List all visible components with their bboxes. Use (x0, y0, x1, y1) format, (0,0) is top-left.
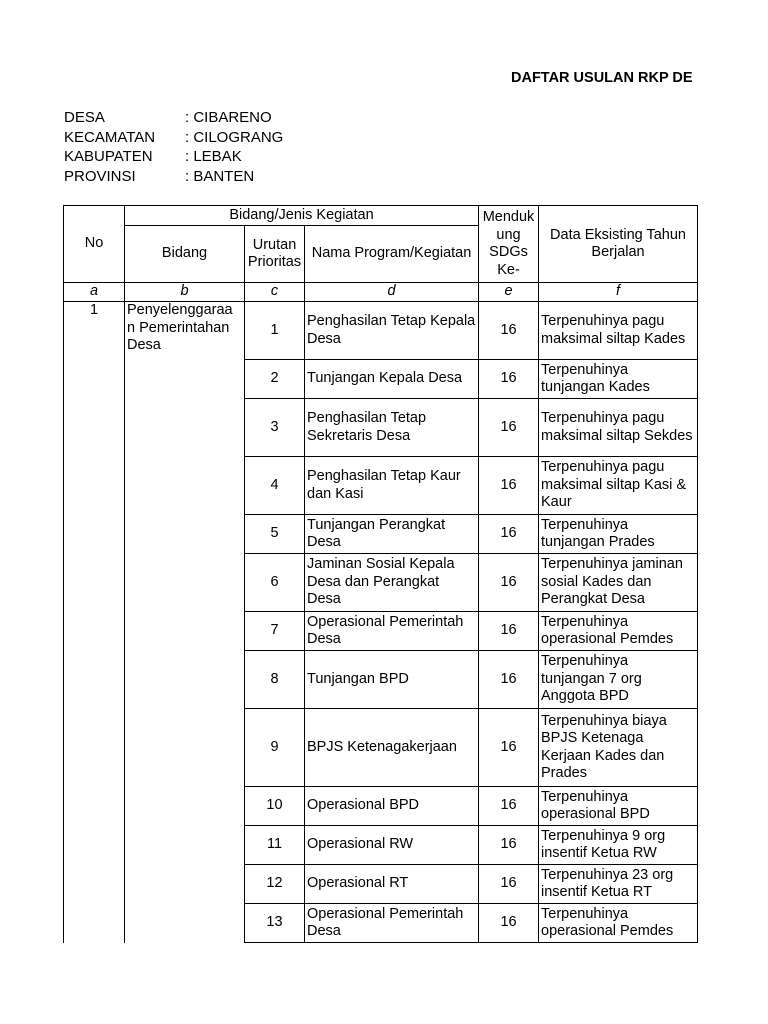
row-data: Terpenuhinya 23 org insentif Ketua RT (539, 865, 698, 904)
row-urutan: 7 (245, 612, 305, 651)
header-nama: Nama Program/Kegiatan (305, 226, 479, 283)
row-nama: Penghasilan Tetap Sekretaris Desa (305, 399, 479, 457)
row-nama: Operasional RT (305, 865, 479, 904)
row-data: Terpenuhinya biaya BPJS Ketenaga Kerjaan Kades dan Prades (539, 709, 698, 787)
row-sdgs: 16 (479, 826, 539, 865)
row-urutan: 11 (245, 826, 305, 865)
row-nama: Penghasilan Tetap Kaur dan Kasi (305, 457, 479, 515)
info-row-kecamatan (64, 128, 283, 148)
row-nama: Operasional Pemerintah Desa (305, 904, 479, 943)
row-urutan: 5 (245, 515, 305, 554)
row-sdgs: 16 (479, 787, 539, 826)
info-row-kabupaten (64, 147, 283, 167)
row-urutan: 9 (245, 709, 305, 787)
header-row (64, 206, 698, 226)
document-title: DAFTAR USULAN RKP DE (511, 70, 693, 86)
row-urutan: 10 (245, 787, 305, 826)
row-data: Terpenuhinya pagu maksimal siltap Kades (539, 302, 698, 360)
info-label: KECAMATAN (64, 128, 156, 146)
row-nama: Operasional Pemerintah Desa (305, 612, 479, 651)
row-nama: Operasional BPD (305, 787, 479, 826)
info-row-provinsi (64, 167, 283, 187)
info-label: KABUPATEN (64, 148, 153, 165)
row-urutan: 13 (245, 904, 305, 943)
letter-d: d (305, 283, 479, 302)
info-value: : CIBARENO (185, 109, 272, 126)
row-urutan: 4 (245, 457, 305, 515)
letter-e: e (479, 283, 539, 302)
header-group: Bidang/Jenis Kegiatan (125, 206, 479, 226)
row-sdgs: 16 (479, 515, 539, 554)
row-sdgs: 16 (479, 360, 539, 399)
header-bidang: Bidang (125, 226, 245, 283)
letter-a: a (64, 283, 125, 302)
row-urutan: 3 (245, 399, 305, 457)
info-value: : LEBAK (185, 148, 242, 165)
row-sdgs: 16 (479, 651, 539, 709)
location-info (64, 108, 283, 186)
header-sdgs: Menduk ung SDGs Ke- (479, 206, 539, 283)
row-urutan: 1 (245, 302, 305, 360)
row-bidang: Penyelenggaraa n Pemerintahan Desa (125, 302, 245, 943)
row-sdgs: 16 (479, 865, 539, 904)
info-label: PROVINSI (64, 167, 136, 185)
row-urutan: 2 (245, 360, 305, 399)
row-nama: Tunjangan BPD (305, 651, 479, 709)
letter-f: f (539, 283, 698, 302)
row-nama: Tunjangan Perangkat Desa (305, 515, 479, 554)
row-sdgs: 16 (479, 554, 539, 612)
row-nama: Jaminan Sosial Kepala Desa dan Perangkat Desa (305, 554, 479, 612)
row-data: Terpenuhinya pagu maksimal siltap Sekdes (539, 399, 698, 457)
row-data: Terpenuhinya jaminan sosial Kades dan Perangkat Desa (539, 554, 698, 612)
column-letter-row (64, 283, 698, 302)
row-sdgs: 16 (479, 457, 539, 515)
letter-c: c (245, 283, 305, 302)
row-nama: Penghasilan Tetap Kepala Desa (305, 302, 479, 360)
header-no: No (64, 206, 125, 283)
row-data: Terpenuhinya operasional BPD (539, 787, 698, 826)
rkp-table (63, 205, 698, 943)
letter-b: b (125, 283, 245, 302)
row-data: Terpenuhinya operasional Pemdes (539, 612, 698, 651)
row-sdgs: 16 (479, 302, 539, 360)
row-urutan: 8 (245, 651, 305, 709)
row-sdgs: 16 (479, 709, 539, 787)
row-data: Terpenuhinya 9 org insentif Ketua RW (539, 826, 698, 865)
info-value: : CILOGRANG (185, 128, 284, 146)
row-data: Terpenuhinya tunjangan Kades (539, 360, 698, 399)
row-nama: BPJS Ketenagakerjaan (305, 709, 479, 787)
row-sdgs: 16 (479, 904, 539, 943)
row-urutan: 6 (245, 554, 305, 612)
row-data: Terpenuhinya tunjangan 7 org Anggota BPD (539, 651, 698, 709)
row-nama: Tunjangan Kepala Desa (305, 360, 479, 399)
info-row-desa (64, 108, 283, 128)
row-nama: Operasional RW (305, 826, 479, 865)
row-data: Terpenuhinya tunjangan Prades (539, 515, 698, 554)
row-urutan: 12 (245, 865, 305, 904)
info-label: DESA (64, 109, 105, 126)
row-data: Terpenuhinya operasional Pemdes (539, 904, 698, 943)
header-data: Data Eksisting Tahun Berjalan (539, 206, 698, 283)
row-data: Terpenuhinya pagu maksimal siltap Kasi & Kaur (539, 457, 698, 515)
row-no: 1 (64, 302, 125, 943)
table-row (64, 302, 698, 360)
row-sdgs: 16 (479, 612, 539, 651)
row-sdgs: 16 (479, 399, 539, 457)
header-urutan: Urutan Prioritas (245, 226, 305, 283)
info-value: : BANTEN (185, 167, 255, 185)
